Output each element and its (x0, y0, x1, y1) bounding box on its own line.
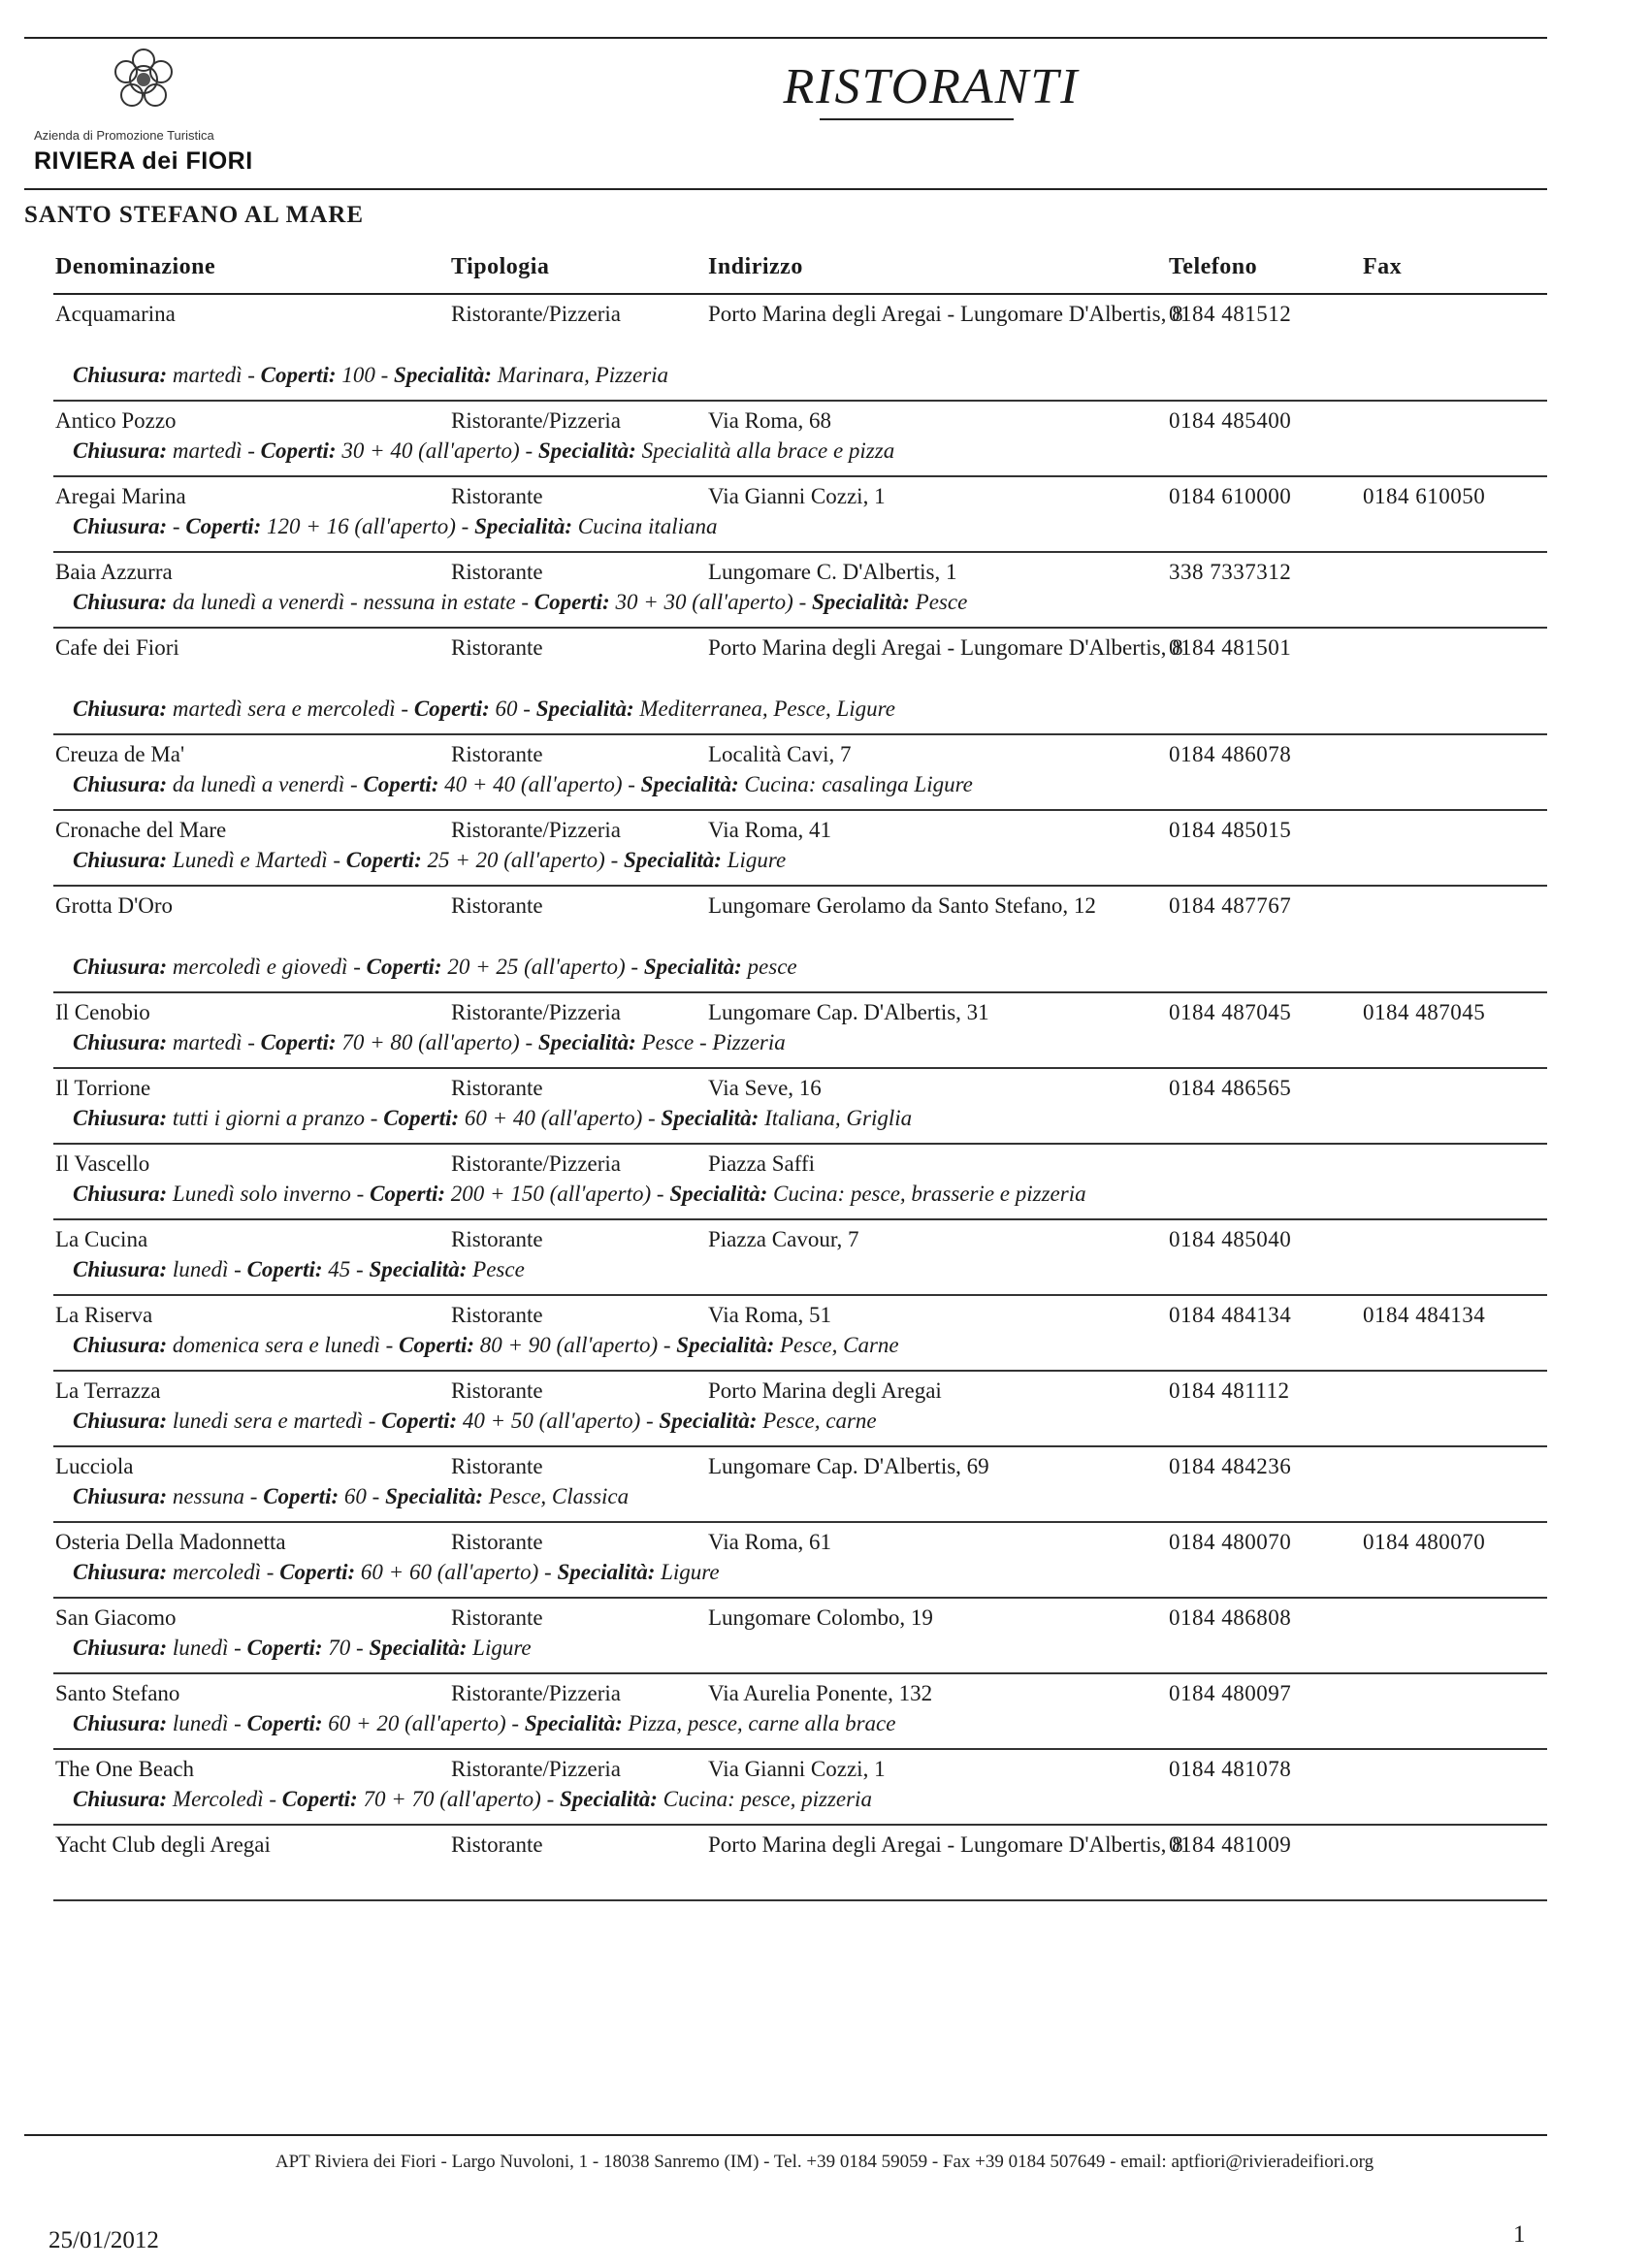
restaurant-details: Chiusura: mercoledì - Coperti: 60 + 60 (all'aperto) - Specialità: Ligure (73, 1560, 720, 1584)
specialty-label: Specialità: (394, 363, 492, 387)
restaurant-entry (53, 1750, 1547, 1826)
restaurant-phone: 0184 485400 (1169, 408, 1292, 433)
closing-value: da lunedì a venerdì - nessuna in estate (172, 590, 516, 614)
seats-value: 200 + 150 (all'aperto) (450, 1182, 652, 1206)
column-headers (0, 254, 1649, 287)
closing-label: Chiusura: (73, 363, 168, 387)
logo-brand: RIVIERA dei FIORI (34, 147, 253, 175)
restaurant-list (0, 295, 1649, 1901)
restaurant-name: Lucciola (55, 1454, 134, 1478)
closing-label: Chiusura: (73, 772, 168, 796)
restaurant-details: Chiusura: lunedì - Coperti: 60 + 20 (all'aperto) - Specialità: Pizza, pesce, carne alla brace (73, 1711, 896, 1735)
specialty-value: Pesce, Carne (779, 1333, 899, 1357)
seats-value: 60 + 40 (all'aperto) (464, 1106, 643, 1130)
column-header-name: Denominazione (55, 254, 216, 279)
restaurant-address: Via Gianni Cozzi, 1 (708, 484, 886, 508)
restaurant-type: Ristorante/Pizzeria (451, 1151, 621, 1176)
restaurant-details: Chiusura: martedì sera e mercoledì - Coperti: 60 - Specialità: Mediterranea, Pesce, Ligure (73, 697, 895, 721)
restaurant-phone: 0184 484134 (1169, 1303, 1292, 1327)
closing-label: Chiusura: (73, 955, 168, 979)
seats-label: Coperti: (260, 363, 337, 387)
specialty-label: Specialità: (643, 955, 742, 979)
restaurant-address: Via Aurelia Ponente, 132 (708, 1681, 933, 1705)
closing-value: martedì (172, 363, 242, 387)
restaurant-entry (53, 811, 1547, 887)
specialty-value: Cucina: casalinga Ligure (744, 772, 973, 796)
seats-value: 70 + 80 (all'aperto) (341, 1030, 520, 1054)
restaurant-fax: 0184 480070 (1363, 1530, 1486, 1554)
restaurant-phone: 0184 487045 (1169, 1000, 1292, 1024)
restaurant-phone: 0184 481009 (1169, 1832, 1292, 1857)
closing-value: mercoledì (172, 1560, 262, 1584)
closing-value: martedì (172, 438, 242, 463)
closing-value: Mercoledì (172, 1787, 264, 1811)
restaurant-address: Piazza Cavour, 7 (708, 1227, 859, 1251)
restaurant-address: Porto Marina degli Aregai - Lungomare D'Albertis, 8 (708, 635, 1183, 660)
closing-label: Chiusura: (73, 1333, 168, 1357)
restaurant-entry (53, 1599, 1547, 1674)
restaurant-phone: 0184 487767 (1169, 893, 1292, 918)
restaurant-main-row (53, 553, 1547, 588)
seats-label: Coperti: (363, 772, 439, 796)
restaurant-name: Grotta D'Oro (55, 893, 174, 918)
specialty-value: Mediterranea, Pesce, Ligure (639, 697, 895, 721)
restaurant-type: Ristorante (451, 1832, 543, 1857)
restaurant-type: Ristorante/Pizzeria (451, 1681, 621, 1705)
closing-label: Chiusura: (73, 514, 168, 538)
restaurant-type: Ristorante (451, 484, 543, 508)
closing-value: lunedì (172, 1636, 229, 1660)
restaurant-name: Acquamarina (55, 302, 176, 326)
restaurant-name: Il Torrione (55, 1076, 151, 1100)
restaurant-main-row (53, 811, 1547, 846)
restaurant-main-row (53, 1599, 1547, 1634)
closing-label: Chiusura: (73, 1106, 168, 1130)
restaurant-name: Cronache del Mare (55, 818, 227, 842)
restaurant-entry (53, 1372, 1547, 1447)
restaurant-address: Via Roma, 41 (708, 818, 832, 842)
restaurant-name: La Cucina (55, 1227, 148, 1251)
restaurant-type: Ristorante/Pizzeria (451, 818, 621, 842)
specialty-value: Pizza, pesce, carne alla brace (628, 1711, 896, 1735)
restaurant-fax: 0184 484134 (1363, 1303, 1486, 1327)
seats-value: 70 (328, 1636, 351, 1660)
logo-subtitle: Azienda di Promozione Turistica (34, 128, 214, 143)
restaurant-type: Ristorante (451, 1303, 543, 1327)
seats-label: Coperti: (345, 848, 422, 872)
restaurant-name: The One Beach (55, 1757, 195, 1781)
closing-value: lunedì (172, 1257, 229, 1281)
restaurant-details: Chiusura: martedì - Coperti: 30 + 40 (all'aperto) - Specialità: Specialità alla brace e pizza (73, 438, 895, 463)
restaurant-entry (53, 1523, 1547, 1599)
flower-logo-icon (105, 41, 182, 118)
seats-label: Coperti: (413, 697, 490, 721)
title-underline (820, 118, 1014, 120)
restaurant-fax: 0184 610050 (1363, 484, 1486, 508)
restaurant-entry (53, 1447, 1547, 1523)
restaurant-main-row (53, 629, 1547, 695)
restaurant-phone: 0184 485015 (1169, 818, 1292, 842)
restaurant-entry (53, 629, 1547, 735)
restaurant-fax: 0184 487045 (1363, 1000, 1486, 1024)
restaurant-phone: 0184 486565 (1169, 1076, 1292, 1100)
seats-label: Coperti: (246, 1636, 323, 1660)
restaurant-address: Via Roma, 51 (708, 1303, 832, 1327)
seats-value: 70 + 70 (all'aperto) (363, 1787, 541, 1811)
seats-value: 80 + 90 (all'aperto) (479, 1333, 659, 1357)
restaurant-main-row (53, 402, 1547, 437)
restaurant-name: La Terrazza (55, 1378, 161, 1403)
closing-value: da lunedì a venerdì (172, 772, 345, 796)
restaurant-details: Chiusura: da lunedì a venerdì - Coperti: 40 + 40 (all'aperto) - Specialità: Cucina: casalinga Ligure (73, 772, 973, 796)
restaurant-type: Ristorante (451, 893, 543, 918)
closing-label: Chiusura: (73, 438, 168, 463)
seats-label: Coperti: (399, 1333, 475, 1357)
closing-value: domenica sera e lunedì (172, 1333, 380, 1357)
restaurant-address: Via Gianni Cozzi, 1 (708, 1757, 886, 1781)
seats-label: Coperti: (260, 1030, 337, 1054)
restaurant-entry (53, 1145, 1547, 1220)
page-title: RISTORANTI (783, 59, 1080, 114)
restaurant-phone: 338 7337312 (1169, 560, 1292, 584)
restaurant-entry (53, 1296, 1547, 1372)
restaurant-type: Ristorante (451, 742, 543, 766)
restaurant-name: Baia Azzurra (55, 560, 173, 584)
closing-label: Chiusura: (73, 1182, 168, 1206)
top-rule (24, 37, 1547, 39)
restaurant-details: Chiusura: mercoledì e giovedì - Coperti: 20 + 25 (all'aperto) - Specialità: pesce (73, 955, 797, 979)
seats-label: Coperti: (370, 1182, 446, 1206)
restaurant-type: Ristorante (451, 1530, 543, 1554)
closing-label: Chiusura: (73, 1409, 168, 1433)
closing-value: tutti i giorni a pranzo (172, 1106, 366, 1130)
restaurant-phone: 0184 486808 (1169, 1605, 1292, 1630)
restaurant-address: Lungomare Cap. D'Albertis, 31 (708, 1000, 989, 1024)
restaurant-main-row (53, 993, 1547, 1028)
restaurant-details: Chiusura: lunedì - Coperti: 45 - Specialità: Pesce (73, 1257, 525, 1281)
closing-value: lunedì (172, 1711, 229, 1735)
specialty-label: Specialità: (811, 590, 910, 614)
seats-value: 25 + 20 (all'aperto) (427, 848, 605, 872)
seats-value: 60 + 60 (all'aperto) (360, 1560, 539, 1584)
restaurant-name: Santo Stefano (55, 1681, 180, 1705)
restaurant-name: Il Cenobio (55, 1000, 150, 1024)
restaurant-phone: 0184 480097 (1169, 1681, 1292, 1705)
specialty-label: Specialità: (524, 1711, 623, 1735)
specialty-label: Specialità: (557, 1560, 656, 1584)
restaurant-phone: 0184 481501 (1169, 635, 1292, 660)
seats-label: Coperti: (281, 1787, 358, 1811)
specialty-value: Specialità alla brace e pizza (641, 438, 895, 463)
document-date: 25/01/2012 (48, 2227, 159, 2253)
restaurant-entry (53, 1220, 1547, 1296)
specialty-value: Pesce, carne (762, 1409, 877, 1433)
specialty-value: Pesce, Classica (488, 1484, 630, 1508)
restaurant-main-row (53, 1523, 1547, 1558)
specialty-label: Specialità: (537, 1030, 636, 1054)
seats-label: Coperti: (185, 514, 262, 538)
restaurant-type: Ristorante (451, 1227, 543, 1251)
restaurant-entry (53, 553, 1547, 629)
restaurant-type: Ristorante/Pizzeria (451, 302, 621, 326)
restaurant-name: Antico Pozzo (55, 408, 177, 433)
restaurant-name: Cafe dei Fiori (55, 635, 179, 660)
closing-label: Chiusura: (73, 1560, 168, 1584)
restaurant-address: Via Roma, 61 (708, 1530, 832, 1554)
restaurant-main-row (53, 887, 1547, 953)
specialty-label: Specialità: (385, 1484, 484, 1508)
restaurant-address: Via Seve, 16 (708, 1076, 822, 1100)
restaurant-main-row (53, 1145, 1547, 1180)
restaurant-main-row (53, 1750, 1547, 1785)
restaurant-entry (53, 1069, 1547, 1145)
seats-label: Coperti: (263, 1484, 340, 1508)
seats-label: Coperti: (279, 1560, 356, 1584)
restaurant-entry (53, 402, 1547, 477)
restaurant-address: Lungomare Colombo, 19 (708, 1605, 933, 1630)
closing-value: lunedi sera e martedì (172, 1409, 364, 1433)
seats-label: Coperti: (246, 1257, 323, 1281)
seats-value: 60 + 20 (all'aperto) (328, 1711, 506, 1735)
column-header-fax: Fax (1363, 254, 1403, 279)
column-header-address: Indirizzo (708, 254, 803, 279)
specialty-label: Specialità: (535, 697, 634, 721)
closing-value: Lunedì e Martedì (172, 848, 328, 872)
specialty-label: Specialità: (474, 514, 572, 538)
restaurant-main-row (53, 1296, 1547, 1331)
specialty-label: Specialità: (537, 438, 636, 463)
restaurant-details: Chiusura: da lunedì a venerdì - nessuna in estate - Coperti: 30 + 30 (all'aperto) - Specialità: Pesce (73, 590, 968, 614)
closing-value: martedì (172, 1030, 242, 1054)
specialty-value: Pesce (472, 1257, 525, 1281)
specialty-label: Specialità: (676, 1333, 775, 1357)
restaurant-details: Chiusura: martedì - Coperti: 100 - Specialità: Marinara, Pizzeria (73, 363, 669, 387)
specialty-label: Specialità: (661, 1106, 760, 1130)
restaurant-details: Chiusura: Mercoledì - Coperti: 70 + 70 (all'aperto) - Specialità: Cucina: pesce, pizzeria (73, 1787, 872, 1811)
seats-label: Coperti: (260, 438, 337, 463)
specialty-value: Ligure (472, 1636, 532, 1660)
column-header-type: Tipologia (451, 254, 550, 279)
seats-value: 40 + 40 (all'aperto) (444, 772, 623, 796)
seats-value: 45 (328, 1257, 351, 1281)
seats-value: 30 + 40 (all'aperto) (341, 438, 520, 463)
restaurant-entry (53, 1826, 1547, 1901)
restaurant-phone: 0184 610000 (1169, 484, 1292, 508)
specialty-value: Cucina: pesce, pizzeria (663, 1787, 872, 1811)
specialty-value: Cucina italiana (577, 514, 718, 538)
restaurant-phone: 0184 486078 (1169, 742, 1292, 766)
restaurant-address: Porto Marina degli Aregai - Lungomare D'Albertis, 8 (708, 302, 1183, 326)
closing-label: Chiusura: (73, 1787, 168, 1811)
specialty-label: Specialità: (624, 848, 722, 872)
restaurant-name: Yacht Club degli Aregai (55, 1832, 271, 1857)
restaurant-entry (53, 295, 1547, 402)
specialty-value: Marinara, Pizzeria (497, 363, 669, 387)
restaurant-address: Lungomare Cap. D'Albertis, 69 (708, 1454, 989, 1478)
restaurant-name: Aregai Marina (55, 484, 186, 508)
closing-value: mercoledì e giovedì (172, 955, 348, 979)
restaurant-phone: 0184 485040 (1169, 1227, 1292, 1251)
restaurant-type: Ristorante (451, 1605, 543, 1630)
restaurant-type: Ristorante (451, 635, 543, 660)
specialty-value: Ligure (661, 1560, 720, 1584)
restaurant-address: Piazza Saffi (708, 1151, 816, 1176)
seats-label: Coperti: (246, 1711, 323, 1735)
seats-value: 60 (495, 697, 518, 721)
restaurant-main-row (53, 1220, 1547, 1255)
restaurant-main-row (53, 1674, 1547, 1709)
specialty-label: Specialità: (559, 1787, 658, 1811)
closing-label: Chiusura: (73, 848, 168, 872)
restaurant-address: Lungomare Gerolamo da Santo Stefano, 12 (708, 893, 1096, 918)
header-rule (24, 188, 1547, 190)
seats-label: Coperti: (381, 1409, 458, 1433)
specialty-label: Specialità: (640, 772, 739, 796)
restaurant-entry (53, 887, 1547, 993)
seats-value: 100 (341, 363, 375, 387)
restaurant-address: Porto Marina degli Aregai (708, 1378, 942, 1403)
closing-label: Chiusura: (73, 1711, 168, 1735)
closing-label: Chiusura: (73, 1257, 168, 1281)
footer-rule (24, 2134, 1547, 2136)
closing-value: martedì sera e mercoledì (172, 697, 396, 721)
town-heading: SANTO STEFANO AL MARE (24, 202, 365, 228)
specialty-value: pesce (747, 955, 797, 979)
restaurant-main-row (53, 1069, 1547, 1104)
seats-label: Coperti: (366, 955, 442, 979)
closing-value: nessuna (172, 1484, 245, 1508)
specialty-value: Ligure (727, 848, 787, 872)
page-number: 1 (1513, 2221, 1526, 2248)
seats-value: 20 + 25 (all'aperto) (447, 955, 626, 979)
restaurant-type: Ristorante (451, 560, 543, 584)
seats-value: 30 + 30 (all'aperto) (615, 590, 793, 614)
specialty-value: Cucina: pesce, brasserie e pizzeria (773, 1182, 1086, 1206)
restaurant-phone: 0184 481512 (1169, 302, 1292, 326)
restaurant-entry (53, 993, 1547, 1069)
closing-label: Chiusura: (73, 1030, 168, 1054)
restaurant-details: Chiusura: - Coperti: 120 + 16 (all'aperto) - Specialità: Cucina italiana (73, 514, 718, 538)
seats-value: 120 + 16 (all'aperto) (267, 514, 456, 538)
seats-label: Coperti: (383, 1106, 460, 1130)
restaurant-type: Ristorante (451, 1378, 543, 1403)
restaurant-details: Chiusura: tutti i giorni a pranzo - Coperti: 60 + 40 (all'aperto) - Specialità: Italiana, Griglia (73, 1106, 913, 1130)
specialty-label: Specialità: (669, 1182, 768, 1206)
specialty-value: Italiana, Griglia (764, 1106, 913, 1130)
specialty-label: Specialità: (369, 1636, 468, 1660)
restaurant-type: Ristorante (451, 1454, 543, 1478)
restaurant-main-row (53, 295, 1547, 361)
restaurant-type: Ristorante/Pizzeria (451, 1757, 621, 1781)
restaurant-type: Ristorante/Pizzeria (451, 1000, 621, 1024)
restaurant-entry (53, 735, 1547, 811)
restaurant-name: Il Vascello (55, 1151, 150, 1176)
restaurant-address: Porto Marina degli Aregai - Lungomare D'Albertis, 8 (708, 1832, 1183, 1857)
closing-label: Chiusura: (73, 697, 168, 721)
seats-value: 40 + 50 (all'aperto) (462, 1409, 641, 1433)
closing-label: Chiusura: (73, 590, 168, 614)
restaurant-type: Ristorante/Pizzeria (451, 408, 621, 433)
restaurant-type: Ristorante (451, 1076, 543, 1100)
seats-value: 60 (343, 1484, 367, 1508)
restaurant-address: Lungomare C. D'Albertis, 1 (708, 560, 957, 584)
specialty-label: Specialità: (659, 1409, 758, 1433)
restaurant-details: Chiusura: domenica sera e lunedì - Coperti: 80 + 90 (all'aperto) - Specialità: Pesce, Carne (73, 1333, 899, 1357)
seats-label: Coperti: (534, 590, 610, 614)
restaurant-main-row (53, 477, 1547, 512)
restaurant-main-row (53, 735, 1547, 770)
restaurant-details: Chiusura: Lunedì solo inverno - Coperti: 200 + 150 (all'aperto) - Specialità: Cucina: pesce, brasserie e pizzeria (73, 1182, 1086, 1206)
restaurant-details: Chiusura: Lunedì e Martedì - Coperti: 25 + 20 (all'aperto) - Specialità: Ligure (73, 848, 787, 872)
column-header-phone: Telefono (1169, 254, 1258, 279)
specialty-value: Pesce - Pizzeria (641, 1030, 786, 1054)
specialty-value: Pesce (915, 590, 968, 614)
restaurant-name: La Riserva (55, 1303, 153, 1327)
restaurant-phone: 0184 480070 (1169, 1530, 1292, 1554)
restaurant-phone: 0184 481078 (1169, 1757, 1292, 1781)
restaurant-phone: 0184 484236 (1169, 1454, 1292, 1478)
specialty-label: Specialità: (369, 1257, 468, 1281)
restaurant-main-row (53, 1447, 1547, 1482)
restaurant-name: Creuza de Ma' (55, 742, 185, 766)
footer-contact: APT Riviera dei Fiori - Largo Nuvoloni, 1 - 18038 Sanremo (IM) - Tel. +39 0184 59059 - Fax +39 0184 507649 - email: aptfiori@rivieradeifiori.org (275, 2152, 1374, 2172)
restaurant-phone: 0184 481112 (1169, 1378, 1290, 1403)
restaurant-name: San Giacomo (55, 1605, 177, 1630)
restaurant-details: Chiusura: martedì - Coperti: 70 + 80 (all'aperto) - Specialità: Pesce - Pizzeria (73, 1030, 786, 1054)
closing-value: Lunedì solo inverno (172, 1182, 351, 1206)
closing-label: Chiusura: (73, 1484, 168, 1508)
restaurant-details: Chiusura: nessuna - Coperti: 60 - Specialità: Pesce, Classica (73, 1484, 630, 1508)
restaurant-entry (53, 477, 1547, 553)
restaurant-details: Chiusura: lunedi sera e martedì - Coperti: 40 + 50 (all'aperto) - Specialità: Pesce, carne (73, 1409, 877, 1433)
restaurant-main-row (53, 1372, 1547, 1407)
restaurant-entry (53, 1674, 1547, 1750)
restaurant-name: Osteria Della Madonnetta (55, 1530, 286, 1554)
restaurant-details: Chiusura: lunedì - Coperti: 70 - Specialità: Ligure (73, 1636, 532, 1660)
restaurant-address: Località Cavi, 7 (708, 742, 852, 766)
closing-label: Chiusura: (73, 1636, 168, 1660)
restaurant-main-row (53, 1826, 1547, 1892)
restaurant-address: Via Roma, 68 (708, 408, 832, 433)
